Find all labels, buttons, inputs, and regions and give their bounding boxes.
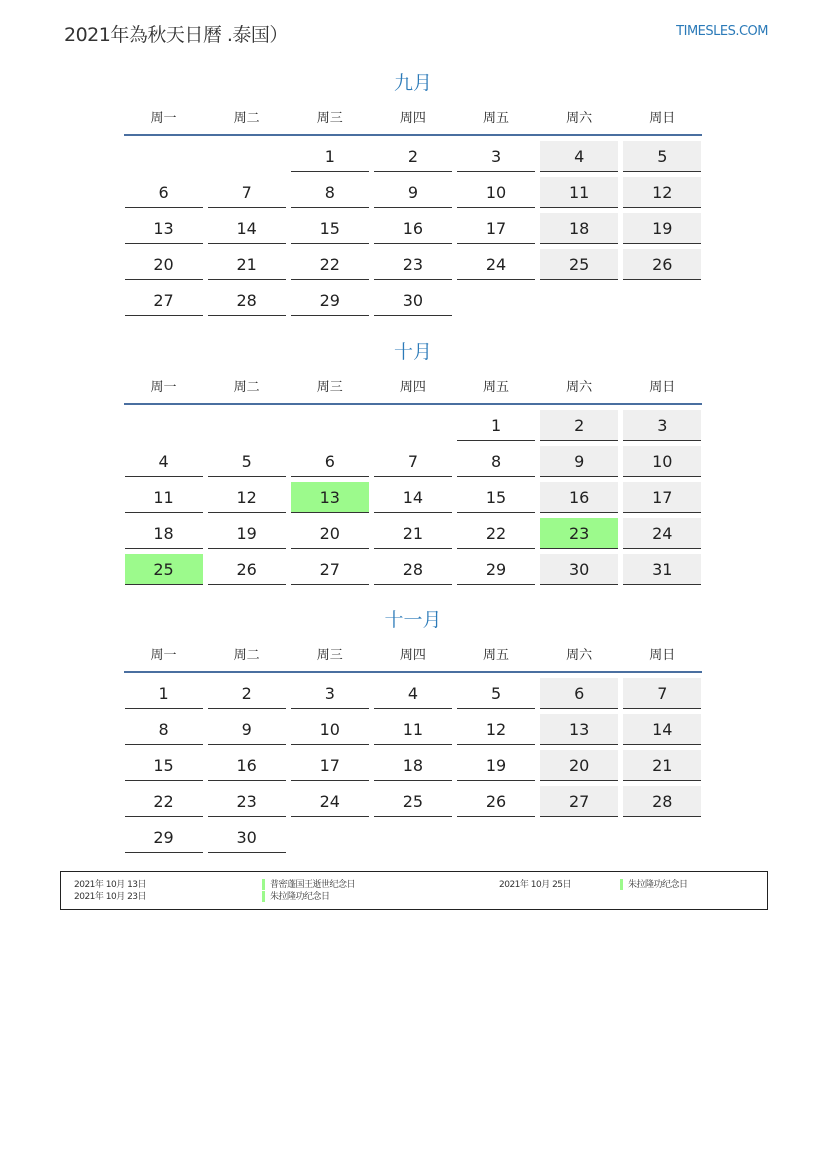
day-number: 4 — [540, 141, 618, 172]
brand-link[interactable]: TIMESLES.COM — [676, 24, 768, 39]
day-number: 19 — [457, 750, 535, 781]
day-number: 27 — [540, 786, 618, 817]
day-cell[interactable] — [371, 446, 454, 482]
day-cell[interactable] — [371, 750, 454, 786]
empty-day-cell — [205, 410, 288, 446]
day-cell[interactable] — [621, 786, 704, 822]
day-cell[interactable] — [288, 786, 371, 822]
day-cell[interactable] — [621, 249, 704, 285]
day-grid — [122, 141, 704, 321]
day-number: 18 — [125, 518, 203, 549]
day-number — [540, 285, 618, 316]
empty-day-cell — [371, 410, 454, 446]
day-cell[interactable] — [205, 714, 288, 750]
day-number: 17 — [623, 482, 701, 513]
day-number: 15 — [125, 750, 203, 781]
day-number: 3 — [457, 141, 535, 172]
day-number — [291, 822, 369, 853]
day-cell[interactable] — [288, 213, 371, 249]
holiday-day-cell[interactable] — [122, 554, 205, 590]
day-number: 29 — [125, 822, 203, 853]
day-number: 28 — [374, 554, 452, 585]
day-number: 27 — [291, 554, 369, 585]
day-number: 18 — [374, 750, 452, 781]
day-cell[interactable] — [621, 678, 704, 714]
day-cell[interactable] — [455, 213, 538, 249]
day-number: 3 — [291, 678, 369, 709]
week-row — [122, 518, 704, 554]
day-cell[interactable] — [621, 482, 704, 518]
day-cell[interactable] — [371, 554, 454, 590]
day-number: 29 — [457, 554, 535, 585]
day-number: 10 — [623, 446, 701, 477]
day-cell[interactable] — [122, 822, 205, 858]
day-number: 1 — [457, 410, 535, 441]
day-cell[interactable] — [288, 678, 371, 714]
day-number: 16 — [540, 482, 618, 513]
week-row — [122, 285, 704, 321]
day-number: 21 — [623, 750, 701, 781]
day-number — [540, 822, 618, 853]
day-cell[interactable] — [621, 141, 704, 177]
holiday-day-cell[interactable] — [288, 482, 371, 518]
day-number: 20 — [540, 750, 618, 781]
day-number: 22 — [457, 518, 535, 549]
weekday-label: 周六 — [566, 111, 593, 126]
day-number: 4 — [125, 446, 203, 477]
day-number: 26 — [623, 249, 701, 280]
week-row — [122, 141, 704, 177]
legend-date: 2021年 10月 23日 — [74, 892, 147, 902]
page-title: 2021年為秋天日曆 .泰国） — [64, 24, 288, 46]
day-number: 24 — [291, 786, 369, 817]
day-cell[interactable] — [371, 678, 454, 714]
day-number — [125, 410, 203, 441]
day-number: 23 — [208, 786, 286, 817]
empty-day-cell — [122, 410, 205, 446]
day-number: 25 — [540, 249, 618, 280]
day-cell[interactable] — [538, 678, 621, 714]
day-number: 15 — [457, 482, 535, 513]
day-number: 5 — [623, 141, 701, 172]
month-title: 十月 — [393, 341, 432, 363]
day-cell[interactable] — [371, 141, 454, 177]
holiday-marker — [620, 879, 623, 890]
day-cell[interactable] — [288, 446, 371, 482]
day-cell[interactable] — [122, 249, 205, 285]
day-number: 22 — [291, 249, 369, 280]
day-cell[interactable] — [122, 177, 205, 213]
week-row — [122, 750, 704, 786]
day-number: 31 — [623, 554, 701, 585]
day-number: 18 — [540, 213, 618, 244]
day-number: 9 — [374, 177, 452, 208]
weekday-label: 周五 — [483, 111, 510, 126]
day-number: 14 — [374, 482, 452, 513]
day-cell[interactable] — [538, 249, 621, 285]
weekday-label: 周日 — [649, 380, 676, 395]
day-number: 5 — [457, 678, 535, 709]
day-cell[interactable] — [288, 141, 371, 177]
weekday-label: 周五 — [483, 380, 510, 395]
weekday-header — [122, 104, 704, 134]
day-number: 24 — [623, 518, 701, 549]
weekday-label: 周二 — [233, 380, 260, 395]
day-number: 2 — [540, 410, 618, 441]
day-cell[interactable] — [122, 518, 205, 554]
day-cell[interactable] — [288, 518, 371, 554]
day-cell[interactable] — [455, 141, 538, 177]
day-cell[interactable] — [621, 714, 704, 750]
day-number — [457, 822, 535, 853]
day-cell[interactable] — [205, 822, 288, 858]
weekday-label: 周一 — [150, 380, 177, 395]
weekday-label: 周日 — [649, 111, 676, 126]
day-number: 30 — [374, 285, 452, 316]
day-number: 28 — [208, 285, 286, 316]
day-number: 14 — [623, 714, 701, 745]
empty-day-cell — [538, 822, 621, 858]
day-number: 11 — [374, 714, 452, 745]
day-cell[interactable] — [538, 714, 621, 750]
weekday-label: 周四 — [399, 648, 426, 663]
day-number: 24 — [457, 249, 535, 280]
day-cell[interactable] — [288, 750, 371, 786]
day-cell[interactable] — [371, 786, 454, 822]
weekday-label: 周六 — [566, 380, 593, 395]
day-number: 25 — [125, 554, 203, 585]
day-cell[interactable] — [371, 249, 454, 285]
day-number — [457, 285, 535, 316]
day-cell[interactable] — [122, 678, 205, 714]
day-cell[interactable] — [621, 446, 704, 482]
day-number: 9 — [540, 446, 618, 477]
legend-date: 2021年 10月 13日 — [74, 880, 147, 890]
week-row — [122, 678, 704, 714]
day-number: 22 — [125, 786, 203, 817]
day-cell[interactable] — [621, 554, 704, 590]
day-cell[interactable] — [205, 750, 288, 786]
empty-day-cell — [371, 822, 454, 858]
day-cell[interactable] — [538, 177, 621, 213]
day-number: 21 — [208, 249, 286, 280]
holiday-marker — [262, 879, 265, 890]
day-number: 21 — [374, 518, 452, 549]
day-cell[interactable] — [538, 446, 621, 482]
day-cell[interactable] — [538, 213, 621, 249]
day-cell[interactable] — [371, 285, 454, 321]
day-cell[interactable] — [205, 518, 288, 554]
day-number: 26 — [208, 554, 286, 585]
weekday-label: 周二 — [233, 111, 260, 126]
week-row — [122, 177, 704, 213]
day-cell[interactable] — [538, 554, 621, 590]
day-number: 11 — [540, 177, 618, 208]
day-number: 8 — [457, 446, 535, 477]
day-number: 13 — [125, 213, 203, 244]
day-cell[interactable] — [455, 554, 538, 590]
day-number: 7 — [374, 446, 452, 477]
day-cell[interactable] — [621, 518, 704, 554]
day-cell[interactable] — [621, 410, 704, 446]
empty-day-cell — [205, 141, 288, 177]
empty-day-cell — [288, 822, 371, 858]
day-number: 1 — [125, 678, 203, 709]
day-cell[interactable] — [538, 482, 621, 518]
day-cell[interactable] — [205, 786, 288, 822]
week-row — [122, 213, 704, 249]
day-cell[interactable] — [205, 249, 288, 285]
day-number: 2 — [374, 141, 452, 172]
empty-day-cell — [621, 822, 704, 858]
day-cell[interactable] — [621, 177, 704, 213]
day-cell[interactable] — [371, 714, 454, 750]
day-number: 20 — [125, 249, 203, 280]
holiday-legend — [60, 871, 768, 910]
day-number: 12 — [208, 482, 286, 513]
week-row — [122, 786, 704, 822]
day-number: 12 — [457, 714, 535, 745]
day-cell[interactable] — [122, 285, 205, 321]
day-cell[interactable] — [538, 141, 621, 177]
day-number: 30 — [540, 554, 618, 585]
month-calendar — [122, 68, 704, 321]
day-cell[interactable] — [371, 213, 454, 249]
day-cell[interactable] — [538, 786, 621, 822]
day-cell[interactable] — [621, 750, 704, 786]
day-cell[interactable] — [538, 750, 621, 786]
weekday-header — [122, 641, 704, 671]
legend-holiday-name: 朱拉隆功纪念日 — [628, 880, 688, 890]
day-number — [291, 410, 369, 441]
day-number: 7 — [623, 678, 701, 709]
week-row — [122, 822, 704, 858]
day-cell[interactable] — [455, 249, 538, 285]
weekday-label: 周三 — [316, 648, 343, 663]
day-number: 16 — [374, 213, 452, 244]
day-number — [208, 410, 286, 441]
month-calendar — [122, 605, 704, 858]
day-cell[interactable] — [288, 554, 371, 590]
day-number: 29 — [291, 285, 369, 316]
day-cell[interactable] — [288, 714, 371, 750]
day-cell[interactable] — [205, 678, 288, 714]
weekday-label: 周五 — [483, 648, 510, 663]
day-number: 27 — [125, 285, 203, 316]
day-cell[interactable] — [122, 750, 205, 786]
day-number: 6 — [291, 446, 369, 477]
legend-holiday-name: 朱拉隆功纪念日 — [270, 892, 330, 902]
week-row — [122, 410, 704, 446]
day-number: 30 — [208, 822, 286, 853]
day-cell[interactable] — [205, 446, 288, 482]
day-cell[interactable] — [205, 177, 288, 213]
weekday-label: 周日 — [649, 648, 676, 663]
day-number: 7 — [208, 177, 286, 208]
month-title: 十一月 — [384, 609, 442, 631]
day-number: 25 — [374, 786, 452, 817]
month-calendar — [122, 337, 704, 590]
weekday-label: 周一 — [150, 648, 177, 663]
day-number: 12 — [623, 177, 701, 208]
header-divider — [124, 403, 702, 405]
weekday-label: 周一 — [150, 111, 177, 126]
empty-day-cell — [455, 285, 538, 321]
weekday-label: 周三 — [316, 111, 343, 126]
day-number: 11 — [125, 482, 203, 513]
day-number — [374, 410, 452, 441]
day-cell[interactable] — [122, 786, 205, 822]
day-cell[interactable] — [455, 750, 538, 786]
day-number: 8 — [291, 177, 369, 208]
day-cell[interactable] — [371, 482, 454, 518]
day-cell[interactable] — [621, 213, 704, 249]
day-grid — [122, 678, 704, 858]
legend-date: 2021年 10月 25日 — [499, 880, 572, 890]
day-cell[interactable] — [288, 285, 371, 321]
holiday-day-cell[interactable] — [538, 518, 621, 554]
day-cell[interactable] — [288, 249, 371, 285]
day-number: 4 — [374, 678, 452, 709]
week-row — [122, 482, 704, 518]
day-number: 9 — [208, 714, 286, 745]
day-cell[interactable] — [455, 518, 538, 554]
day-number: 5 — [208, 446, 286, 477]
day-cell[interactable] — [371, 177, 454, 213]
legend-entry — [620, 879, 688, 891]
day-cell[interactable] — [122, 482, 205, 518]
day-number: 19 — [208, 518, 286, 549]
day-cell[interactable] — [205, 554, 288, 590]
week-row — [122, 554, 704, 590]
day-cell[interactable] — [455, 786, 538, 822]
day-cell[interactable] — [455, 177, 538, 213]
weekday-header — [122, 373, 704, 403]
empty-day-cell — [122, 141, 205, 177]
weekday-label: 周四 — [399, 380, 426, 395]
day-number: 23 — [540, 518, 618, 549]
day-cell[interactable] — [455, 714, 538, 750]
day-number: 10 — [291, 714, 369, 745]
day-number: 20 — [291, 518, 369, 549]
day-number: 10 — [457, 177, 535, 208]
day-number: 3 — [623, 410, 701, 441]
holiday-marker — [262, 891, 265, 902]
weekday-label: 周六 — [566, 648, 593, 663]
day-number: 23 — [374, 249, 452, 280]
legend-entry — [262, 891, 330, 903]
day-grid — [122, 410, 704, 590]
day-cell[interactable] — [538, 410, 621, 446]
day-number: 15 — [291, 213, 369, 244]
day-number: 6 — [125, 177, 203, 208]
day-number: 13 — [291, 482, 369, 513]
day-number: 14 — [208, 213, 286, 244]
day-number: 13 — [540, 714, 618, 745]
day-number: 16 — [208, 750, 286, 781]
day-number: 28 — [623, 786, 701, 817]
legend-holiday-name: 普密蓬国王逝世纪念日 — [270, 880, 356, 890]
day-cell[interactable] — [122, 446, 205, 482]
day-number — [125, 141, 203, 172]
day-number: 17 — [291, 750, 369, 781]
day-cell[interactable] — [122, 714, 205, 750]
week-row — [122, 714, 704, 750]
weekday-label: 周二 — [233, 648, 260, 663]
empty-day-cell — [538, 285, 621, 321]
day-cell[interactable] — [205, 213, 288, 249]
day-cell[interactable] — [122, 213, 205, 249]
day-number: 26 — [457, 786, 535, 817]
day-number — [623, 285, 701, 316]
header-divider — [124, 671, 702, 673]
day-number: 1 — [291, 141, 369, 172]
empty-day-cell — [455, 822, 538, 858]
empty-day-cell — [621, 285, 704, 321]
day-cell[interactable] — [205, 285, 288, 321]
day-number: 8 — [125, 714, 203, 745]
day-cell[interactable] — [455, 446, 538, 482]
week-row — [122, 249, 704, 285]
day-cell[interactable] — [455, 678, 538, 714]
month-title: 九月 — [393, 72, 432, 94]
day-number — [208, 141, 286, 172]
day-cell[interactable] — [455, 482, 538, 518]
day-number: 17 — [457, 213, 535, 244]
weekday-label: 周四 — [399, 111, 426, 126]
legend-entry — [262, 879, 355, 891]
day-number — [374, 822, 452, 853]
empty-day-cell — [288, 410, 371, 446]
day-cell[interactable] — [455, 410, 538, 446]
week-row — [122, 446, 704, 482]
day-number — [623, 822, 701, 853]
day-cell[interactable] — [288, 177, 371, 213]
day-cell[interactable] — [371, 518, 454, 554]
day-cell[interactable] — [205, 482, 288, 518]
day-number: 6 — [540, 678, 618, 709]
weekday-label: 周三 — [316, 380, 343, 395]
day-number: 19 — [623, 213, 701, 244]
day-number: 2 — [208, 678, 286, 709]
header-divider — [124, 134, 702, 136]
